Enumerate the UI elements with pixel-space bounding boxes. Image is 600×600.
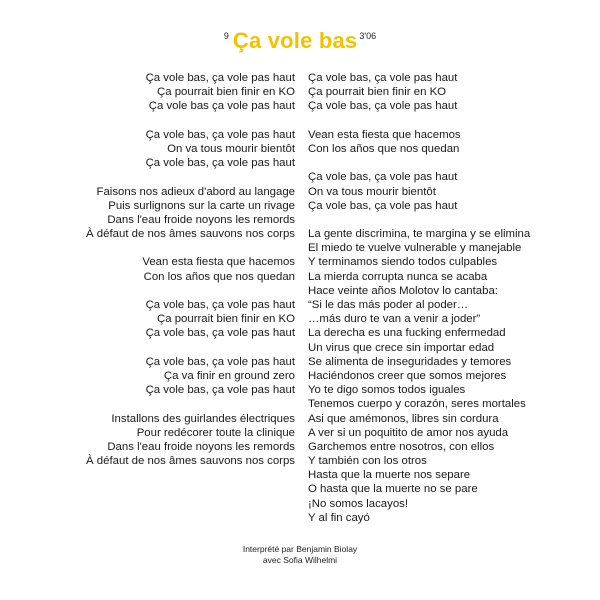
lyric-line: La derecha es una fucking enfermedad xyxy=(308,327,506,340)
track-duration: 3'06 xyxy=(359,31,377,41)
lyric-line: Vean esta fiesta que hacemos xyxy=(142,256,295,269)
lyric-line: Pour redécorer toute la clinique xyxy=(136,426,295,439)
lyric-line: Ça vole bas, ça vole pas haut xyxy=(145,327,295,340)
lyric-line: Ça vole bas, ça vole pas haut xyxy=(308,199,458,212)
lyric-line: Ça pourrait bien finir en KO xyxy=(156,86,295,99)
lyric-line: À défaut de nos âmes sauvons nos corps xyxy=(86,228,295,241)
stanza-gap xyxy=(308,114,530,128)
stanza-gap xyxy=(308,156,530,170)
credits-featuring: avec Sofia Wilhelmi xyxy=(262,555,338,565)
stanza-gap xyxy=(86,170,295,184)
lyric-line: Hasta que la muerte nos separe xyxy=(308,469,471,482)
lyric-line: Ça pourrait bien finir en KO xyxy=(156,313,295,326)
lyric-line: Yo te digo somos todos iguales xyxy=(308,384,466,397)
song-title: Ça vole bas xyxy=(232,28,358,53)
lyric-line: “Si le das más poder al poder… xyxy=(308,299,469,311)
stanza-gap xyxy=(86,114,295,128)
lyric-line: On va tous mourir bientôt xyxy=(167,142,295,155)
lyric-line: À défaut de nos âmes sauvons nos corps xyxy=(86,455,295,468)
lyric-line: El miedo te vuelve vulnerable y manejable xyxy=(308,242,522,255)
lyric-line: Ça vole bas, ça vole pas haut xyxy=(145,128,295,141)
lyric-line: Ça vole bas, ça vole pas haut xyxy=(308,100,458,113)
lyric-line: Ça vole bas, ça vole pas haut xyxy=(145,384,295,397)
lyric-line: Ça va finir en ground zero xyxy=(163,369,295,382)
lyric-line: La gente discrimina, te margina y se elimina xyxy=(308,228,531,241)
lyric-line: Un virus que crece sin importar edad xyxy=(308,341,495,354)
stanza-gap xyxy=(86,397,295,411)
credits-performer: Interprété par Benjamin Biolay xyxy=(242,544,358,554)
lyric-line: Con los años que nos quedan xyxy=(308,142,460,155)
lyric-line: ¡No somos lacayos! xyxy=(308,497,409,510)
lyric-line: Installons des guirlandes électriques xyxy=(111,412,295,425)
lyric-line: O hasta que la muerte no se pare xyxy=(308,483,478,496)
lyric-line: Y al fin cayó xyxy=(308,511,370,524)
lyric-line: Vean esta fiesta que hacemos xyxy=(308,128,461,141)
stanza-gap xyxy=(86,241,295,255)
lyric-line: …más duro te van a venir a joder” xyxy=(308,313,481,326)
lyric-line: A ver si un poquitito de amor nos ayuda xyxy=(308,426,509,439)
lyrics-right-column xyxy=(308,71,530,525)
stanza-gap xyxy=(308,213,530,227)
stanza-gap xyxy=(86,284,295,298)
lyric-line: Dans l'eau froide noyons les remords xyxy=(107,440,295,453)
song-header xyxy=(0,30,600,52)
lyric-line: Puis surlignons sur la carte un rivage xyxy=(108,199,295,212)
lyric-line: Ça vole bas ça vole pas haut xyxy=(148,100,295,113)
lyric-line: Ça vole bas, ça vole pas haut xyxy=(145,72,295,84)
lyric-line: Dans l'eau froide noyons les remords xyxy=(107,213,295,226)
lyric-line: Ça vole bas, ça vole pas haut xyxy=(145,299,295,311)
lyric-line: Ça vole bas, ça vole pas haut xyxy=(145,157,295,170)
lyric-line: Y también con los otros xyxy=(308,455,427,468)
lyric-line: Ça pourrait bien finir en KO xyxy=(308,86,447,99)
lyric-line: Se alimenta de inseguridades y temores xyxy=(308,355,512,368)
track-number: 9 xyxy=(223,31,229,41)
lyrics-left-column xyxy=(86,71,295,468)
stanza-gap xyxy=(86,341,295,355)
lyric-line: La mierda corrupta nunca se acaba xyxy=(308,270,488,283)
lyric-line: Faisons nos adieux d'abord au langage xyxy=(96,185,295,198)
lyric-line: Y terminamos siendo todos culpables xyxy=(308,256,498,269)
lyric-line: Con los años que nos quedan xyxy=(143,270,295,283)
lyric-line: Tenemos cuerpo y corazón, seres mortales xyxy=(308,398,526,411)
lyric-line: Ça vole bas, ça vole pas haut xyxy=(308,171,458,184)
credits xyxy=(0,544,600,566)
lyric-line: Ça vole bas, ça vole pas haut xyxy=(308,72,458,84)
lyric-line: Asi que amémonos, libres sin cordura xyxy=(308,412,499,425)
lyric-line: On va tous mourir bientôt xyxy=(308,185,436,198)
lyric-line: Garchemos entre nosotros, con ellos xyxy=(308,440,495,453)
lyric-line: Hace veinte años Molotov lo cantaba: xyxy=(308,284,498,297)
lyric-line: Haciéndonos creer que somos mejores xyxy=(308,369,507,382)
lyric-line: Ça vole bas, ça vole pas haut xyxy=(145,355,295,368)
